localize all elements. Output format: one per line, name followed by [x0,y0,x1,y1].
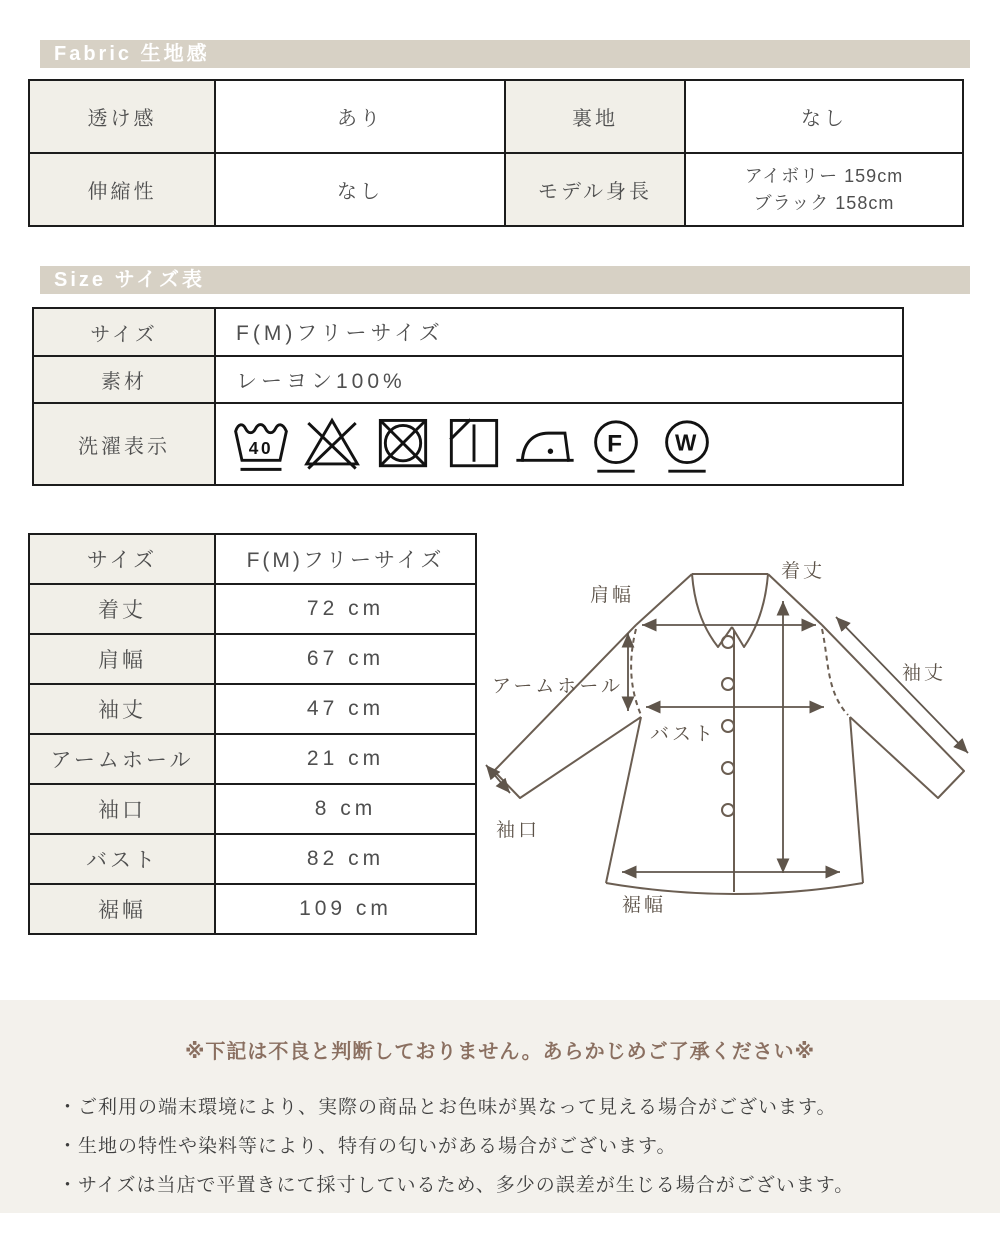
table-row [29,584,476,634]
laundry-care-icons [216,409,902,479]
table-row [33,308,903,356]
fabric-label-sheerness: 透け感 [29,80,215,153]
sizeinfo-label-material: 素材 [33,356,215,403]
shade-line-dry-icon [445,413,503,475]
table-row [29,834,476,884]
meas-label-bust: バスト [29,834,215,884]
diagram-label-hem: 裾幅 [622,895,667,916]
meas-value-cuff: 8 cm [215,784,476,834]
meas-header-value: F(M)フリーサイズ [215,534,476,584]
measurements-table [28,533,477,935]
no-tumble-dry-icon [374,413,432,475]
table-row [29,734,476,784]
fabric-label-model-height: モデル身長 [505,153,685,226]
meas-value-sleeve: 47 cm [215,684,476,734]
table-row [29,534,476,584]
model-height-black: ブラック 158cm [753,192,895,213]
fabric-value-sheerness: あり [215,80,505,153]
table-row [33,356,903,403]
meas-label-sleeve: 袖丈 [29,684,215,734]
diagram-label-sleeve: 袖丈 [902,663,947,684]
shirt-outline [494,574,964,894]
fabric-value-model-height [685,153,963,226]
fabric-label-stretch: 伸縮性 [29,153,215,226]
fabric-value-lining: なし [685,80,963,153]
table-row [29,634,476,684]
diagram-label-shoulder: 肩幅 [590,585,635,606]
sizeinfo-label-care: 洗濯表示 [33,403,215,485]
table-row [33,403,903,485]
shirt-measurement-diagram [478,539,998,944]
measurement-arrows [486,601,968,873]
disclaimer-item-color: ・ご利用の端末環境により、実際の商品とお色味が異なって見える場合がございます。 [58,1097,837,1118]
table-row [29,884,476,934]
fabric-section-header: Fabric 生地感 [40,40,970,68]
table-row [29,784,476,834]
diagram-label-bust: バスト [650,724,717,745]
diagram-label-cuff: 袖口 [496,820,541,841]
fabric-label-lining: 裏地 [505,80,685,153]
no-bleach-icon [303,413,361,475]
disclaimer-title: ※下記は不良と判断しておりません。あらかじめご了承ください※ [184,1041,816,1063]
svg-text:F: F [607,430,625,458]
meas-header-label: サイズ [29,534,215,584]
meas-value-bust: 82 cm [215,834,476,884]
sizeinfo-label-size: サイズ [33,308,215,356]
iron-low-icon [516,413,574,475]
size-info-table [32,307,904,486]
fabric-value-stretch: なし [215,153,505,226]
meas-value-shoulder: 67 cm [215,634,476,684]
fabric-table [28,79,964,227]
meas-label-shoulder: 肩幅 [29,634,215,684]
sizeinfo-value-size: F(M)フリーサイズ [215,308,903,356]
size-section-header: Size サイズ表 [40,266,970,294]
svg-text:W: W [674,429,700,456]
sizeinfo-value-material: レーヨン100% [215,356,903,403]
meas-label-armhole: アームホール [29,734,215,784]
table-row [29,684,476,734]
wet-clean-W-icon [658,413,716,475]
dry-clean-F-icon [587,413,645,475]
diagram-label-armhole: アームホール [492,676,624,697]
meas-label-hem: 裾幅 [29,884,215,934]
model-height-ivory: アイボリー 159cm [744,165,904,186]
disclaimer-section [0,1000,1000,1213]
meas-value-armhole: 21 cm [215,734,476,784]
disclaimer-item-measurement: ・サイズは当店で平置きにて採寸しているため、多少の誤差が生じる場合がございます。 [58,1174,855,1196]
table-row [29,80,963,153]
wash-40-icon [232,413,290,475]
table-row [29,153,963,226]
meas-value-length: 72 cm [215,584,476,634]
disclaimer-item-odor: ・生地の特性や染料等により、特有の匂いがある場合がございます。 [58,1135,677,1157]
meas-label-cuff: 袖口 [29,784,215,834]
diagram-label-length: 着丈 [781,561,826,582]
disclaimer-list [58,1089,1000,1206]
meas-value-hem: 109 cm [215,884,476,934]
meas-label-length: 着丈 [29,584,215,634]
svg-text:40: 40 [248,437,274,458]
